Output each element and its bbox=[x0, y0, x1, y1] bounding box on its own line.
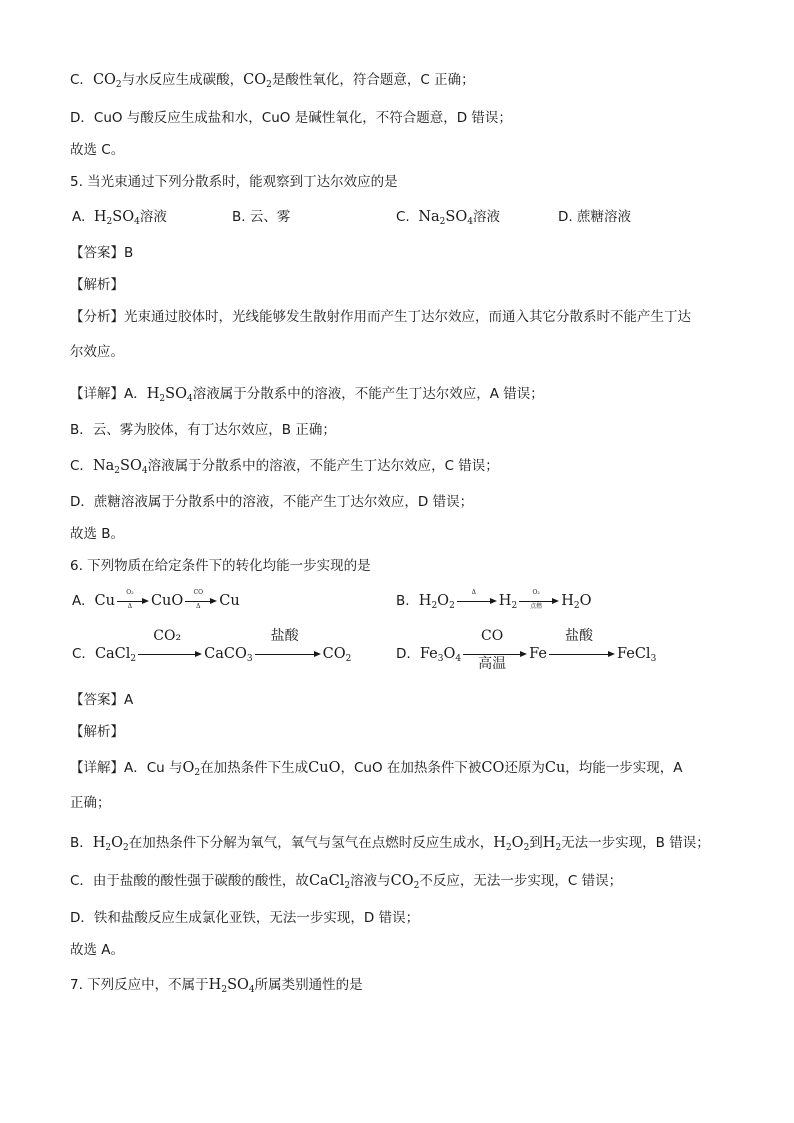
q5-analysis-line-2: 尔效应。 bbox=[70, 344, 124, 360]
q5-option-c: C. $Na_2SO_4$溶液 bbox=[396, 209, 500, 227]
q6-analysis-label: 【解析】 bbox=[70, 724, 124, 740]
q5-option-b: B. 云、雾 bbox=[232, 209, 291, 225]
reaction-arrow: CO₂ bbox=[138, 644, 202, 664]
reaction-arrow: $\frac{CO}{\Delta}$ bbox=[185, 591, 217, 611]
reaction-arrow: 盐酸 bbox=[549, 644, 615, 664]
prev-final-answer: 故选 C。 bbox=[70, 142, 125, 158]
q6-final-answer: 故选 A。 bbox=[70, 942, 125, 958]
question-6-stem: 6. 下列物质在给定条件下的转化均能一步实现的是 bbox=[70, 558, 371, 574]
q6-option-b: B. $H_2O_2$ Δ $H_2$ O₂ 点燃 $H_2O$ bbox=[396, 589, 592, 611]
q5-option-a: A. $H_2SO_4$溶液 bbox=[72, 209, 167, 227]
q5-detail-b: B．云、雾为胶体，有丁达尔效应，B 正确； bbox=[70, 422, 336, 438]
q6-option-c: C. CaCl$_2$ CO₂ CaCO$_3$ 盐酸 $CO_2$ bbox=[72, 628, 352, 664]
q5-detail-a: 【详解】A．$H_2SO_4$溶液属于分散系中的溶液，不能产生丁达尔效应，A 错误； bbox=[70, 386, 544, 404]
q5-detail-c: C．$Na_2SO_4$溶液属于分散系中的溶液，不能产生丁达尔效应，C 错误； bbox=[70, 458, 499, 476]
prev-option-c-explanation: C．$CO_2$与水反应生成碳酸，$CO_2$是酸性氧化，符合题意，C 正确； bbox=[70, 72, 475, 90]
q6-detail-a-line-1: 【详解】A．Cu 与$O_2$在加热条件下生成CuO，CuO 在加热条件下被CO还原为Cu，均能一步实现，A bbox=[70, 760, 683, 778]
reaction-arrow: O₂ 点燃 bbox=[519, 591, 559, 611]
reaction-arrow: Δ bbox=[457, 591, 497, 611]
q6-detail-c: C．由于盐酸的酸性强于碳酸的酸性，故CaCl$_2$溶液与$CO_2$不反应，无法一步实现，C 错误； bbox=[70, 873, 623, 891]
q5-analysis-line-1: 【分析】光束通过胶体时，光线能够发生散射作用而产生丁达尔效应，而通入其它分散系时不能产生丁达 bbox=[70, 309, 691, 325]
reaction-arrow: $\frac{\text{O₂}}{\Delta}$ bbox=[117, 591, 149, 611]
q6-option-d: D. $Fe_3O_4$ CO 高温 Fe 盐酸 FeCl$_3$ bbox=[396, 628, 657, 672]
q6-option-a: A. Cu $\frac{\text{O₂}}{\Delta}$ CuO $\frac{CO}{\Delta}$ Cu bbox=[72, 589, 240, 610]
reaction-arrow: 盐酸 bbox=[255, 644, 321, 664]
q6-answer: 【答案】A bbox=[70, 692, 134, 708]
q5-final-answer: 故选 B。 bbox=[70, 526, 125, 542]
question-7-stem: 7. 下列反应中，不属于$H_2SO_4$所属类别通性的是 bbox=[70, 977, 363, 995]
q5-answer: 【答案】B bbox=[70, 245, 134, 261]
q5-detail-d: D．蔗糖溶液属于分散系中的溶液，不能产生丁达尔效应，D 错误； bbox=[70, 494, 474, 510]
question-5-stem: 5. 当光束通过下列分散系时，能观察到丁达尔效应的是 bbox=[70, 174, 398, 190]
q5-option-d: D. 蔗糖溶液 bbox=[558, 209, 631, 225]
q6-detail-a-line-2: 正确； bbox=[70, 795, 111, 811]
prev-option-d-explanation: D．CuO 与酸反应生成盐和水，CuO 是碱性氧化，不符合题意，D 错误； bbox=[70, 110, 512, 126]
q6-detail-b: B．$H_2O_2$在加热条件下分解为氧气，氧气与氢气在点燃时反应生成水，$H_2O_2$到$H_2$无法一步实现，B 错误； bbox=[70, 835, 710, 853]
q6-detail-d: D．铁和盐酸反应生成氯化亚铁，无法一步实现，D 错误； bbox=[70, 910, 420, 926]
reaction-arrow: CO 高温 bbox=[463, 644, 527, 664]
q5-analysis-label: 【解析】 bbox=[70, 277, 124, 293]
